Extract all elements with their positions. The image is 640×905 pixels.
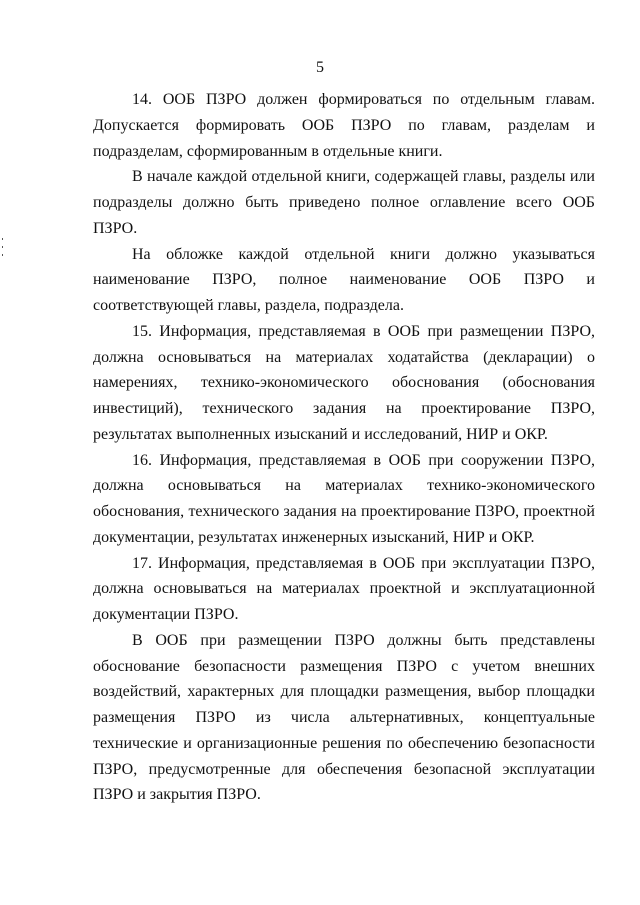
- paragraph-14: 14. ООБ ПЗРО должен формироваться по отдельным главам. Допускается формировать ООБ ПЗРО по главам, разделам и подразделам, сформированным в отдельные книги.: [93, 91, 595, 160]
- scan-margin-mark: [2, 246, 3, 248]
- paragraph-17: 17. Информация, представляемая в ООБ при эксплуатации ПЗРО, должна основываться на материалах проектной и эксплуатационной документации ПЗРО.: [93, 554, 595, 623]
- page-number: 5: [316, 59, 324, 76]
- scan-margin-mark: [2, 254, 3, 256]
- document-body: [93, 87, 595, 808]
- paragraph-placement-justification: В ООБ при размещении ПЗРО должны быть представлены обоснование безопасности размещения ПЗРО с учетом внешних воздействий, характерных для площадки размещения, выбор площадки размещения ПЗРО из числа альтернативных, концептуальные технические и организационные решения по обеспечению безопасности ПЗРО, предусмотренные для обеспечения безопасной эксплуатации ПЗРО и закрытия ПЗРО.: [93, 631, 595, 804]
- paragraph-16: 16. Информация, представляемая в ООБ при сооружении ПЗРО, должна основываться на материалах технико-экономического обоснования, технического задания на проектирование ПЗРО, проектной документации, результатах инженерных изысканий, НИР и ОКР.: [93, 451, 595, 546]
- paragraph-book-contents: В начале каждой отдельной книги, содержащей главы, разделы или подразделы должно быть приведено полное оглавление всего ООБ ПЗРО.: [93, 168, 595, 237]
- paragraph-15: 15. Информация, представляемая в ООБ при размещении ПЗРО, должна основываться на материалах ходатайства (декларации) о намерениях, технико-экономического обоснования (обоснования инвестиций), технического задания на проектирование ПЗРО, результатах выполненных изысканий и исследований, НИР и ОКР.: [93, 322, 595, 443]
- scan-margin-mark: [2, 238, 3, 240]
- paragraph-book-cover: На обложке каждой отдельной книги должно указываться наименование ПЗРО, полное наименование ООБ ПЗРО и соответствующей главы, раздела, подраздела.: [93, 245, 595, 314]
